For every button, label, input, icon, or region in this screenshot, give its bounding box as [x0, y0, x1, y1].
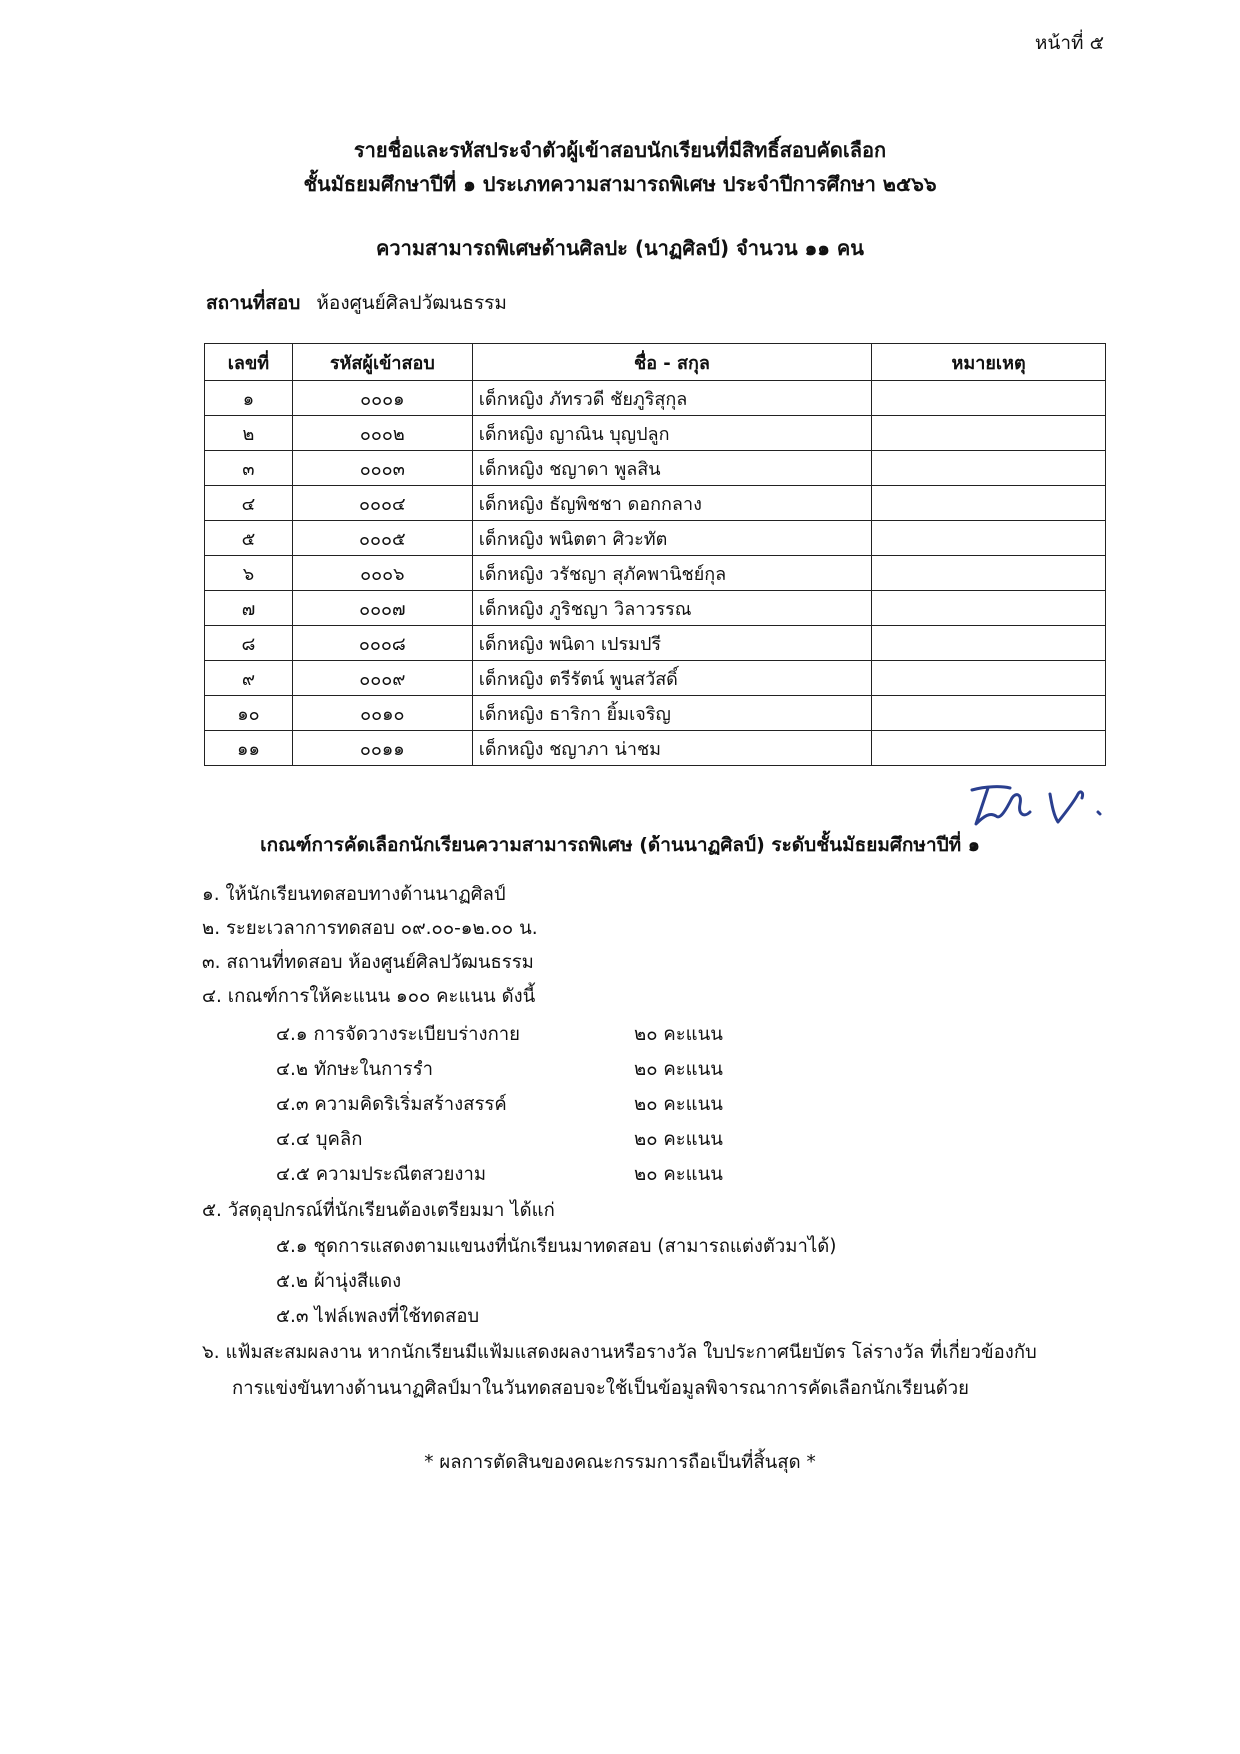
criteria-item-3: ๓. สถานที่ทดสอบ ห้องศูนย์ศิลปวัฒนธรรม [202, 952, 534, 973]
cell-number: ๘ [205, 626, 293, 661]
cell-number: ๙ [205, 661, 293, 696]
criteria-item-2: ๒. ระยะเวลาการทดสอบ ๐๙.๐๐-๑๒.๐๐ น. [202, 918, 538, 939]
cell-name: เด็กหญิง พนิดา เปรมปรี [472, 626, 871, 661]
document-title-line1: รายชื่อและรหัสประจำตัวผู้เข้าสอบนักเรียนที่มีสิทธิ์สอบคัดเลือก [353, 138, 887, 162]
cell-remark [872, 521, 1106, 556]
score-item-points: ๒๐ คะแนน [634, 1059, 723, 1080]
score-item-points: ๒๐ คะแนน [634, 1164, 723, 1185]
table-row [205, 486, 1106, 521]
table-row [205, 556, 1106, 591]
cell-exam-code: ๐๐๐๓ [292, 451, 472, 486]
candidate-table [204, 343, 1106, 766]
criteria-item-6: ๖. แฟ้มสะสมผลงาน หากนักเรียนมีแฟ้มแสดงผลงานหรือรางวัล ใบประกาศนียบัตร โล่รางวัล ที่เกี่ยวข้องกับ [202, 1342, 1037, 1363]
cell-remark [872, 731, 1106, 766]
cell-exam-code: ๐๐๐๙ [292, 661, 472, 696]
material-item: ๕.๓ ไฟล์เพลงที่ใช้ทดสอบ [276, 1306, 480, 1327]
cell-remark [872, 381, 1106, 416]
criteria-item-6-continued: การแข่งขันทางด้านนาฏศิลป์มาในวันทดสอบจะใช้เป็นข้อมูลพิจารณาการคัดเลือกนักเรียนด้วย [232, 1378, 970, 1399]
criteria-item-5: ๕. วัสดุอุปกรณ์ที่นักเรียนต้องเตรียมมา ได้แก่ [202, 1200, 555, 1221]
cell-remark [872, 486, 1106, 521]
score-item-points: ๒๐ คะแนน [634, 1129, 723, 1150]
cell-name: เด็กหญิง ธัญพิชชา ดอกกลาง [472, 486, 871, 521]
cell-exam-code: ๐๐๑๐ [292, 696, 472, 731]
cell-number: ๗ [205, 591, 293, 626]
material-item: ๕.๒ ผ้านุ่งสีแดง [276, 1271, 402, 1292]
cell-exam-code: ๐๐๐๘ [292, 626, 472, 661]
exam-venue [206, 288, 507, 318]
cell-number: ๖ [205, 556, 293, 591]
cell-number: ๑ [205, 381, 293, 416]
page-number: หน้าที่ ๕ [1034, 32, 1104, 54]
score-item-label: ๔.๒ ทักษะในการรำ [276, 1059, 434, 1080]
cell-name: เด็กหญิง ญาณิน บุญปลูก [472, 416, 871, 451]
criteria-item-4: ๔. เกณฑ์การให้คะแนน ๑๐๐ คะแนน ดังนี้ [202, 986, 536, 1007]
score-item-points: ๒๐ คะแนน [634, 1024, 723, 1045]
cell-remark [872, 591, 1106, 626]
cell-name: เด็กหญิง วรัชญา สุภัคพานิชย์กุล [472, 556, 871, 591]
header-name: ชื่อ - สกุล [472, 344, 871, 381]
cell-name: เด็กหญิง พนิตตา ศิวะทัต [472, 521, 871, 556]
table-row [205, 661, 1106, 696]
cell-exam-code: ๐๐๐๑ [292, 381, 472, 416]
cell-exam-code: ๐๐๐๖ [292, 556, 472, 591]
cell-exam-code: ๐๐๐๒ [292, 416, 472, 451]
cell-number: ๑๐ [205, 696, 293, 731]
cell-remark [872, 696, 1106, 731]
cell-exam-code: ๐๐๐๗ [292, 591, 472, 626]
criteria-item-1: ๑. ให้นักเรียนทดสอบทางด้านนาฏศิลป์ [202, 884, 506, 905]
table-header-row [205, 344, 1106, 381]
document-title-line2: ชั้นมัธยมศึกษาปีที่ ๑ ประเภทความสามารถพิเศษ ประจำปีการศึกษา ๒๕๖๖ [303, 172, 937, 196]
score-item-label: ๔.๑ การจัดวางระเบียบร่างกาย [276, 1024, 521, 1045]
header-remark: หมายเหตุ [872, 344, 1106, 381]
cell-name: เด็กหญิง ตรีรัตน์ พูนสวัสดิ์ [472, 661, 871, 696]
cell-remark [872, 451, 1106, 486]
exam-venue-value: ห้องศูนย์ศิลปวัฒนธรรม [316, 292, 507, 314]
cell-name: เด็กหญิง ภูริชญา วิลาวรรณ [472, 591, 871, 626]
cell-number: ๒ [205, 416, 293, 451]
table-row [205, 626, 1106, 661]
cell-remark [872, 556, 1106, 591]
score-item-points: ๒๐ คะแนน [634, 1094, 723, 1115]
table-row [205, 731, 1106, 766]
cell-exam-code: ๐๐๑๑ [292, 731, 472, 766]
cell-number: ๕ [205, 521, 293, 556]
cell-number: ๔ [205, 486, 293, 521]
cell-exam-code: ๐๐๐๕ [292, 521, 472, 556]
cell-number: ๓ [205, 451, 293, 486]
document-subtitle: ความสามารถพิเศษด้านศิลปะ (นาฏศิลป์) จำนวน ๑๑ คน [376, 236, 864, 260]
cell-number: ๑๑ [205, 731, 293, 766]
cell-exam-code: ๐๐๐๔ [292, 486, 472, 521]
table-row [205, 381, 1106, 416]
cell-remark [872, 661, 1106, 696]
header-exam-code: รหัสผู้เข้าสอบ [292, 344, 472, 381]
cell-name: เด็กหญิง ธาริกา ยิ้มเจริญ [472, 696, 871, 731]
cell-name: เด็กหญิง ภัทรวดี ชัยภูริสุกุล [472, 381, 871, 416]
header-number: เลขที่ [205, 344, 293, 381]
cell-name: เด็กหญิง ชญาดา พูลสิน [472, 451, 871, 486]
footer-note: * ผลการตัดสินของคณะกรรมการถือเป็นที่สิ้นสุด * [424, 1452, 816, 1473]
table-row [205, 451, 1106, 486]
exam-venue-label: สถานที่สอบ [206, 292, 301, 314]
table-row [205, 591, 1106, 626]
score-item-label: ๔.๔ บุคลิก [276, 1129, 363, 1150]
score-item-label: ๔.๕ ความประณีตสวยงาม [276, 1164, 487, 1185]
cell-remark [872, 626, 1106, 661]
table-row [205, 521, 1106, 556]
table-row [205, 416, 1106, 451]
handwritten-signature [966, 782, 1106, 830]
score-item-label: ๔.๓ ความคิดริเริ่มสร้างสรรค์ [276, 1094, 507, 1115]
table-row [205, 696, 1106, 731]
material-item: ๕.๑ ชุดการแสดงตามแขนงที่นักเรียนมาทดสอบ (สามารถแต่งตัวมาได้) [276, 1236, 837, 1257]
criteria-title: เกณฑ์การคัดเลือกนักเรียนความสามารถพิเศษ (ด้านนาฏศิลป์) ระดับชั้นมัธยมศึกษาปีที่ ๑ [260, 834, 980, 856]
cell-remark [872, 416, 1106, 451]
cell-name: เด็กหญิง ชญาภา น่าชม [472, 731, 871, 766]
